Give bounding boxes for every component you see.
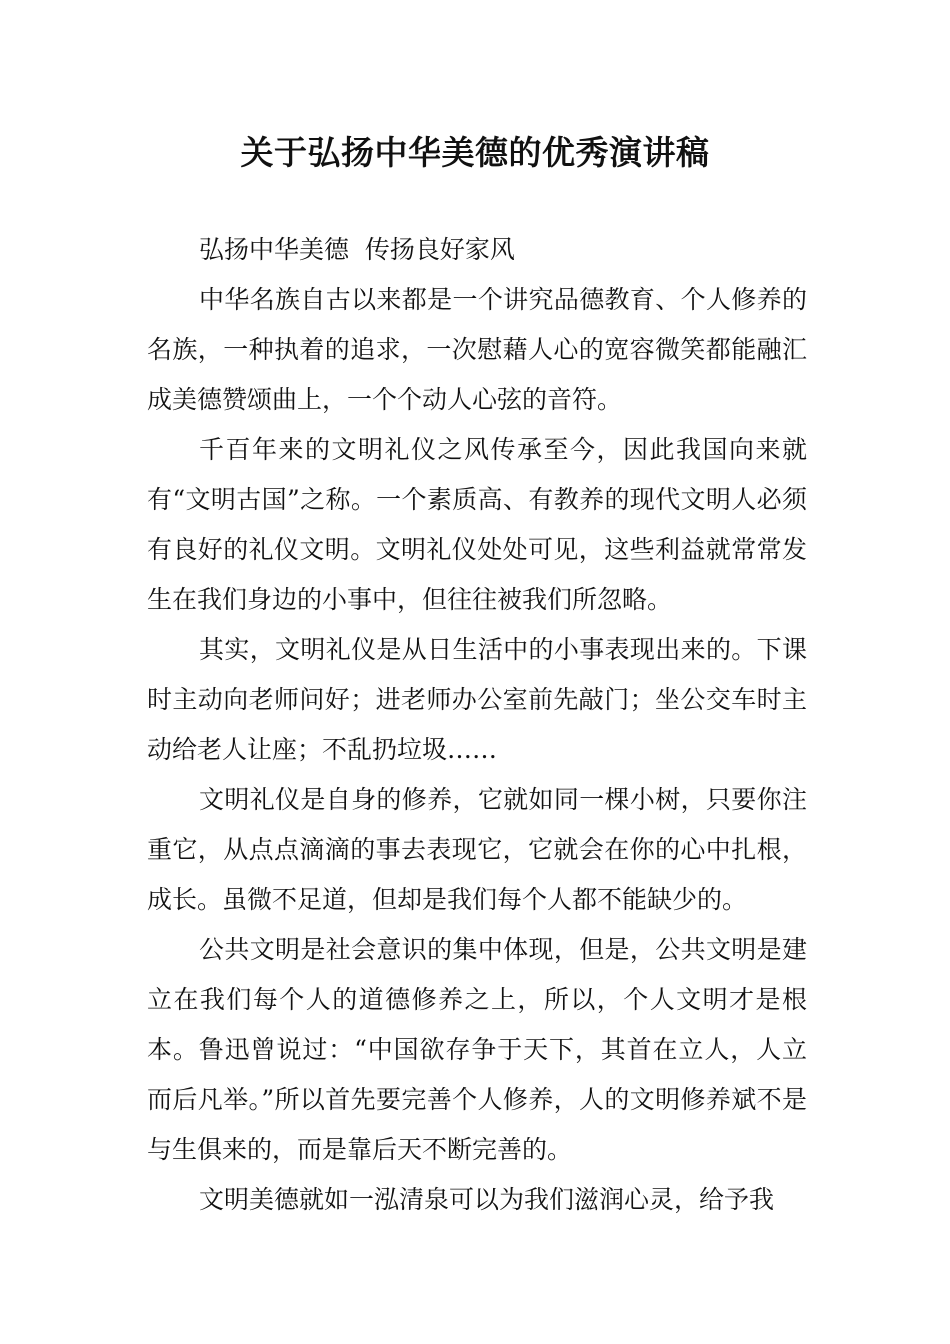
subtitle-line: 弘扬中华美德 传扬良好家风 xyxy=(199,235,515,264)
document-body xyxy=(147,225,807,1225)
paragraph: 文明礼仪是自身的修养，它就如同一棵小树，只要你注重它，从点点滴滴的事去表现它，它就会在你的心中扎根，成长。虽微不足道，但却是我们每个人都不能缺少的。 xyxy=(147,785,807,914)
paragraph: 千百年来的文明礼仪之风传承至今，因此我国向来就有“文明古国”之称。一个素质高、有教养的现代文明人必须有良好的礼仪文明。文明礼仪处处可见，这些利益就常常发生在我们身边的小事中，但往往被我们所忽略。 xyxy=(147,435,807,614)
document-title: 关于弘扬中华美德的优秀演讲稿 xyxy=(240,133,710,172)
paragraph: 其实，文明礼仪是从日生活中的小事表现出来的。下课时主动向老师问好；进老师办公室前先敲门；坐公交车时主动给老人让座；不乱扔垃圾…… xyxy=(147,635,807,764)
paragraph: 中华名族自古以来都是一个讲究品德教育、个人修养的名族，一种执着的追求，一次慰藉人心的宽容微笑都能融汇成美德赞颂曲上，一个个动人心弦的音符。 xyxy=(147,285,807,414)
paragraph: 文明美德就如一泓清泉可以为我们滋润心灵，给予我 xyxy=(199,1185,775,1214)
paragraph: 公共文明是社会意识的集中体现，但是，公共文明是建立在我们每个人的道德修养之上，所以，个人文明才是根本。鲁迅曾说过：“中国欲存争于天下，其首在立人，人立而后凡举。”所以首先要完善个人修养，人的文明修养斌不是与生俱来的，而是靠后天不断完善的。 xyxy=(147,935,807,1164)
